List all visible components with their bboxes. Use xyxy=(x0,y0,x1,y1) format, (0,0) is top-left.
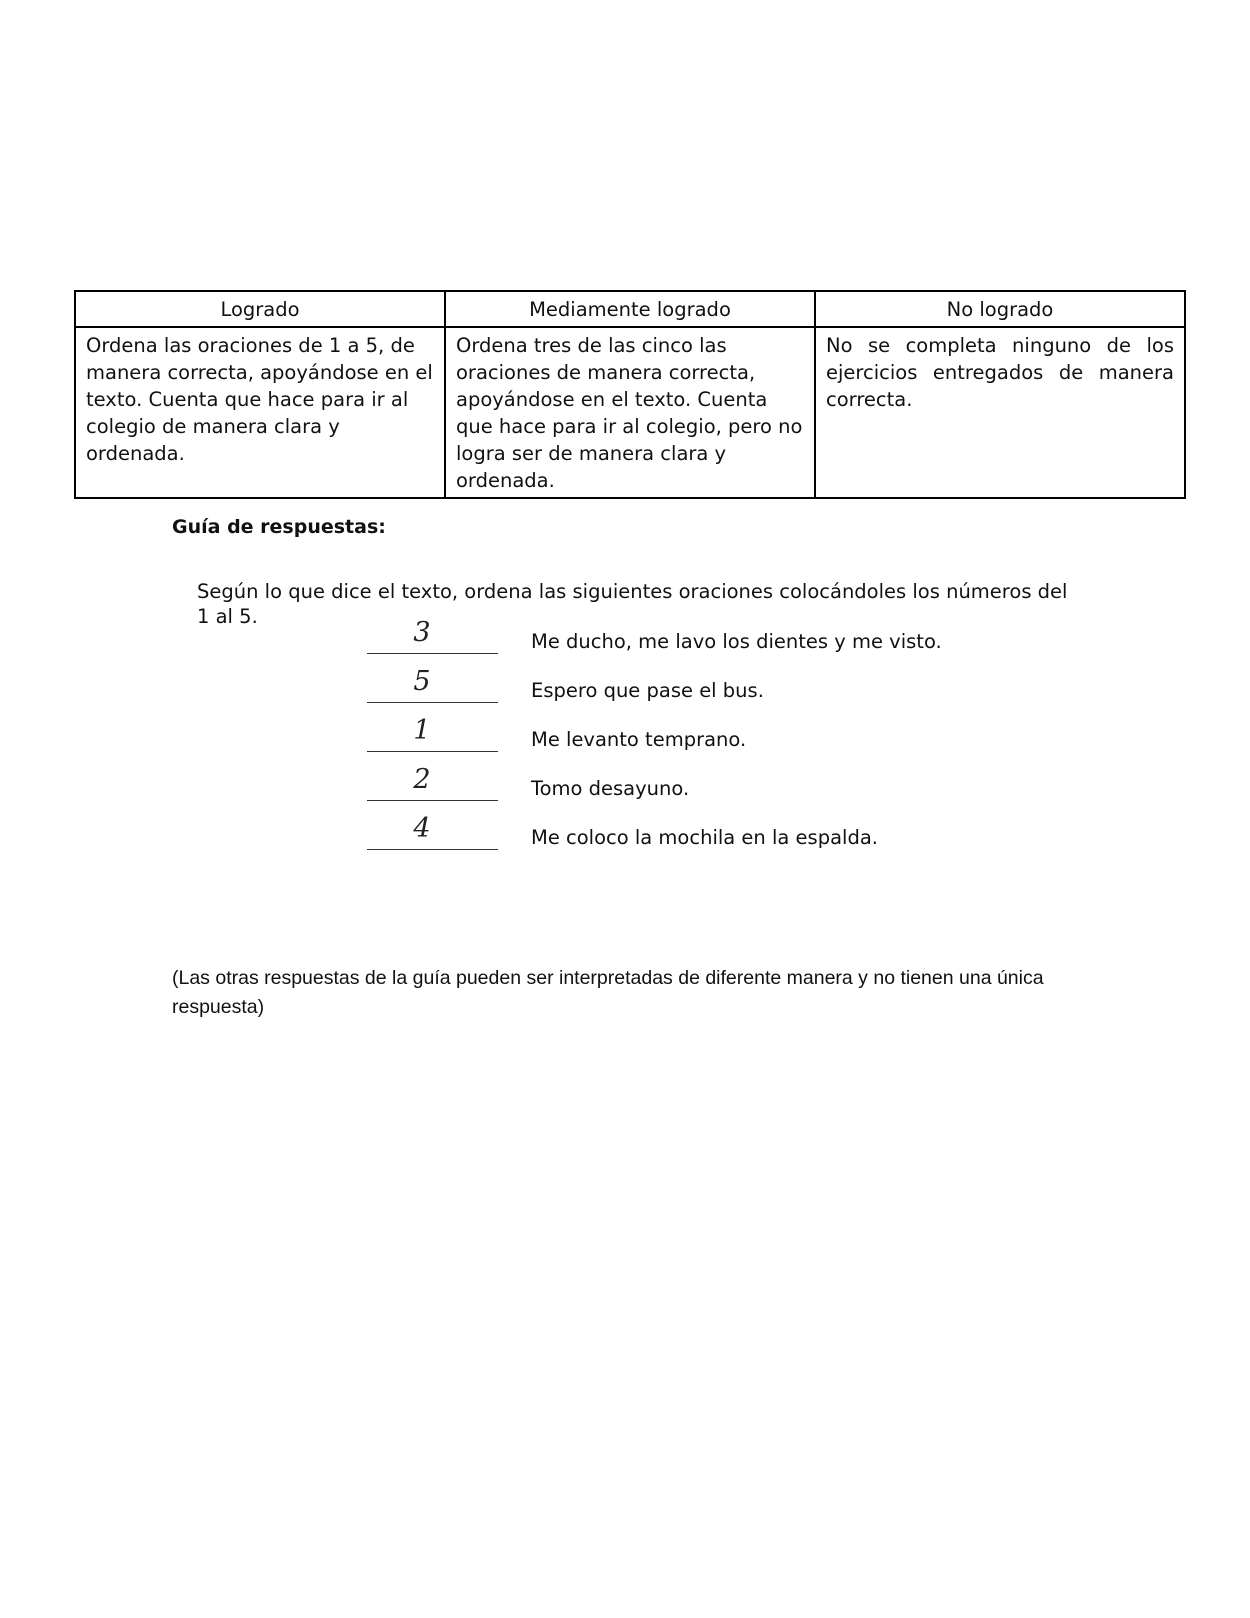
rubric-table xyxy=(74,290,1186,499)
rubric-cell-no-logrado: No se completa ninguno de los ejercicios entregados de manera correcta. xyxy=(815,327,1185,498)
answer-sentence: Tomo desayuno. xyxy=(531,777,690,800)
answer-sentence: Me coloco la mochila en la espalda. xyxy=(531,826,878,849)
answer-row xyxy=(367,764,1067,816)
answer-sentence: Me levanto temprano. xyxy=(531,728,747,751)
answer-sentence: Me ducho, me lavo los dientes y me visto. xyxy=(531,630,942,653)
rubric-header-no-logrado: No logrado xyxy=(815,291,1185,327)
answer-number: 3 xyxy=(413,617,431,648)
rubric-cell-mediamente-logrado: Ordena tres de las cinco las oraciones de manera correcta, apoyándose en el texto. Cuenta que hace para ir al colegio, pero no logra ser de manera clara y ordenada. xyxy=(445,327,815,498)
answer-number: 4 xyxy=(413,813,431,844)
answer-row xyxy=(367,617,1067,669)
answer-number: 1 xyxy=(413,715,431,746)
rubric-cell-logrado: Ordena las oraciones de 1 a 5, de manera correcta, apoyándose en el texto. Cuenta que hace para ir al colegio de manera clara y ordenada. xyxy=(75,327,445,498)
guide-instructions: Según lo que dice el texto, ordena las siguientes oraciones colocándoles los números del 1 al 5. xyxy=(197,580,1068,628)
answer-sentence: Espero que pase el bus. xyxy=(531,679,764,702)
guide-note: (Las otras respuestas de la guía pueden ser interpretadas de diferente manera y no tienen una única respuesta) xyxy=(172,967,1044,1018)
answer-row xyxy=(367,666,1067,718)
answer-row xyxy=(367,813,1067,865)
answer-number: 5 xyxy=(413,666,431,697)
rubric-header-row xyxy=(75,291,1185,327)
rubric-header-mediamente-logrado: Mediamente logrado xyxy=(445,291,815,327)
rubric-criteria-row xyxy=(75,327,1185,498)
answer-row xyxy=(367,715,1067,767)
answer-list xyxy=(367,617,1067,865)
guide-title: Guía de respuestas: xyxy=(172,516,386,538)
answer-number: 2 xyxy=(413,764,431,795)
rubric-header-logrado: Logrado xyxy=(75,291,445,327)
